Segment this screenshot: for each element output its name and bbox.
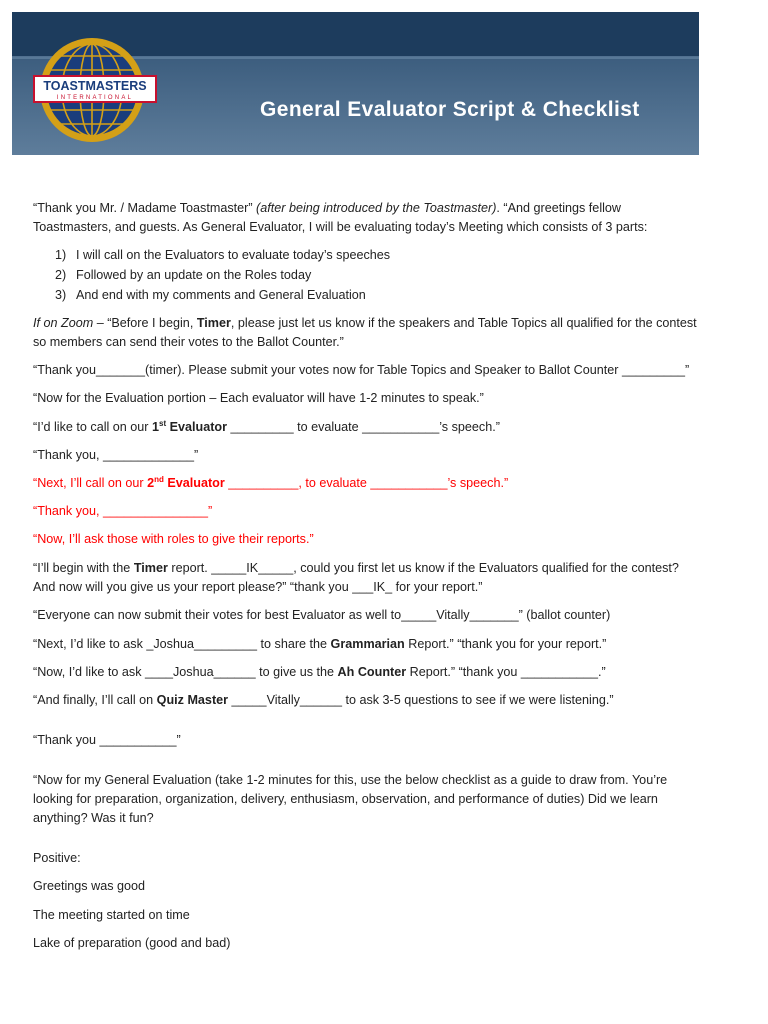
toastmasters-logo [30, 36, 158, 144]
list-item [55, 246, 390, 265]
zoom-line-2: so members can send their votes to the Ballot Counter.” [33, 335, 344, 349]
line-text-end: report. _____IK_____, could you first let us know if the Evaluators qualified for the contest? [167, 561, 679, 575]
list-number: 1) [55, 248, 67, 262]
second-evaluator-line [33, 474, 733, 493]
general-eval-line-2: looking for preparation, organization, delivery, enthusiasm, observation, and performance of duties) Did we learn [33, 792, 658, 806]
timer-role: Timer [196, 316, 231, 330]
globe-logo-icon [30, 36, 158, 144]
thank-you-line-final: “Thank you ___________” [33, 733, 181, 747]
intro-line-2: Toastmasters, and guests. As General Evaluator, I will be evaluating today’s Meeting which consists of 3 parts: [33, 220, 648, 234]
role-name: Quiz Master [156, 693, 229, 707]
role-name: Grammarian [330, 637, 405, 651]
note-item: Greetings was good [33, 879, 146, 893]
general-eval-line-3: anything? Was it fun? [33, 811, 154, 825]
zoom-text-end: , please just let us know if the speakers and Table Topics all qualified for the contest [230, 316, 697, 330]
list-text: I will call on the Evaluators to evaluate today’s speeches [76, 248, 391, 262]
line-text: “I’ll begin with the [33, 561, 134, 575]
zoom-prefix: If on Zoom [33, 316, 94, 330]
list-number: 3) [55, 288, 67, 302]
intro-note: (after being introduced by the Toastmaster) [256, 201, 497, 215]
ordinal-number: 1 [152, 420, 160, 434]
ah-counter-line [33, 663, 733, 682]
zoom-text: – “Before I begin, [93, 316, 197, 330]
intro-line-1 [33, 199, 733, 218]
line-text: “I’d like to call on our [33, 420, 152, 434]
line-text-end: Report.” “thank you ___________.” [406, 665, 606, 679]
document-title: General Evaluator Script & Checklist [260, 98, 640, 121]
ballot-line: “Thank you_______(timer). Please submit your votes now for Table Topics and Speaker to Ballot Counter _________” [33, 363, 690, 377]
ordinal-suffix: st [159, 418, 167, 428]
timer-report-line-2: And now will you give us your report please?” “thank you ___IK_ for your report.” [33, 580, 483, 594]
best-evaluator-line: “Everyone can now submit their votes for best Evaluator as well to_____Vitally_______” (ballot counter) [33, 608, 611, 622]
logo-text-sub: INTERNATIONAL [56, 95, 134, 101]
role-name: Evaluator [166, 420, 228, 434]
line-text: “Next, I’ll call on our [33, 476, 148, 490]
thank-you-line: “Thank you, _____________” [33, 448, 199, 462]
positive-heading: Positive: [33, 851, 81, 865]
note-item: The meeting started on time [33, 908, 190, 922]
timer-report-line-1 [33, 559, 733, 578]
logo-text-main: TOASTMASTERS [43, 79, 147, 93]
zoom-line-1 [33, 314, 733, 333]
thank-you-line-red: “Thank you, _______________” [33, 504, 213, 518]
line-text-end: __________, to evaluate ___________’s speech.” [224, 476, 509, 490]
intro-text: “Thank you Mr. / Madame Toastmaster” [33, 201, 257, 215]
line-text-end: _________ to evaluate ___________’s speech.” [227, 420, 500, 434]
list-text: Followed by an update on the Roles today [76, 268, 312, 282]
grammarian-line [33, 635, 733, 654]
list-text: And end with my comments and General Evaluation [76, 288, 366, 302]
line-text: “Now, I’d like to ask ____Joshua______ to give us the [33, 665, 338, 679]
list-item [55, 286, 366, 305]
first-evaluator-line [33, 418, 733, 437]
role-name: Evaluator [163, 476, 225, 490]
intro-text-end: . “And greetings fellow [496, 201, 622, 215]
roles-report-line: “Now, I’ll ask those with roles to give their reports.” [33, 532, 314, 546]
ordinal-suffix: nd [154, 474, 164, 484]
line-text-end: Report.” “thank you for your report.” [404, 637, 607, 651]
ordinal-number: 2 [147, 476, 155, 490]
list-item [55, 266, 311, 285]
line-text: “Next, I’d like to ask _Joshua_________ to share the [33, 637, 331, 651]
role-name: Ah Counter [337, 665, 407, 679]
evaluation-portion-line: “Now for the Evaluation portion – Each evaluator will have 1-2 minutes to speak.” [33, 391, 484, 405]
quiz-master-line [33, 691, 733, 710]
line-text: “And finally, I’ll call on [33, 693, 157, 707]
role-name: Timer [133, 561, 168, 575]
line-text-end: _____Vitally______ to ask 3-5 questions to see if we were listening.” [228, 693, 614, 707]
list-number: 2) [55, 268, 67, 282]
general-eval-line-1: “Now for my General Evaluation (take 1-2 minutes for this, use the below checklist as a guide to draw from. You’re [33, 773, 668, 787]
note-item: Lake of preparation (good and bad) [33, 936, 231, 950]
